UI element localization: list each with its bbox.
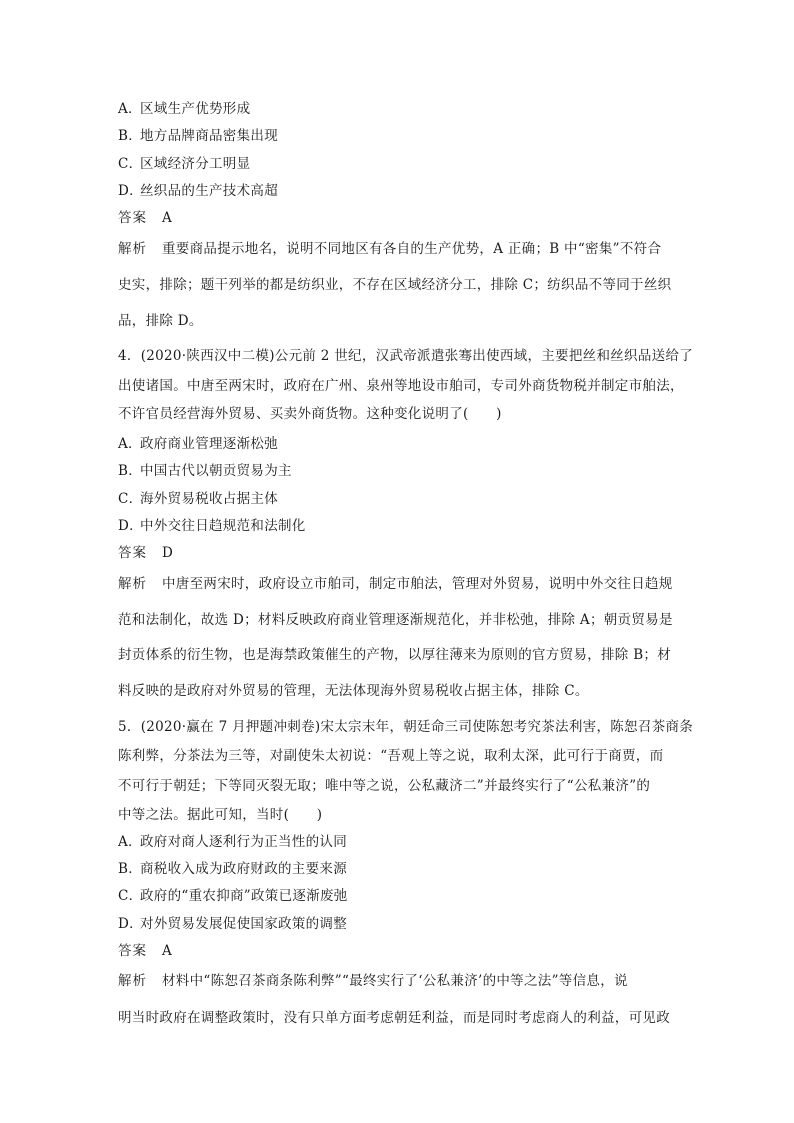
q5-option-d: D．对外贸易发展促使国家政策的调整 bbox=[118, 916, 347, 932]
q3-option-d: D．丝织品的生产技术高超 bbox=[118, 183, 278, 199]
q5-analysis-line-2: 明当时政府在调整政策时，没有只单方面考虑朝廷利益，而是同时考虑商人的利益，可见政 bbox=[118, 1010, 670, 1026]
q4-analysis-line-3: 封贡体系的衍生物，也是海禁政策催生的产物，以厚往薄来为原则的官方贸易，排除 B；材 bbox=[118, 647, 672, 663]
q3-analysis-line-1: 解析 重要商品提示地名，说明不同地区有各自的生产优势，A 正确；B 中“密集”不符合 bbox=[118, 241, 662, 257]
q3-analysis-line-2: 史实，排除；题干列举的都是纺织业，不存在区域经济分工，排除 C；纺织品不等同于丝织 bbox=[118, 277, 672, 293]
q5-answer: 答案 A bbox=[118, 943, 173, 959]
q4-analysis-line-1: 解析 中唐至两宋时，政府设立市舶司，制定市舶法，管理对外贸易，说明中外交往日趋规 bbox=[118, 576, 673, 592]
q3-option-b: B．地方品牌商品密集出现 bbox=[118, 128, 278, 144]
q5-stem-line-2: 陈利弊，分茶法为三等，对副使朱太初说：“吾观上等之说，取利太深，此可行于商贾，而 bbox=[118, 748, 664, 764]
q5-analysis-line-1: 解析 材料中“陈恕召茶商条陈利弊”“最终实行了‘公私兼济’的中等之法”等信息，说 bbox=[118, 973, 628, 989]
q4-stem-line-1: 4．(2020·陕西汉中二模)公元前 2 世纪，汉武帝派遣张骞出使西域，主要把丝和丝织品送给了 bbox=[118, 348, 694, 364]
q3-option-c: C．区域经济分工明显 bbox=[118, 156, 251, 172]
q5-option-c: C．政府的“重农抑商”政策已逐渐废弛 bbox=[118, 888, 348, 904]
q4-analysis-line-4: 料反映的是政府对外贸易的管理，无法体现海外贸易税收占据主体，排除 C。 bbox=[118, 683, 589, 699]
q3-option-a: A．区域生产优势形成 bbox=[118, 101, 251, 117]
q4-option-d: D．中外交往日趋规范和法制化 bbox=[118, 518, 306, 534]
q5-stem-line-1: 5．(2020·赢在 7 月押题冲刺卷)宋太宗末年，朝廷命三司使陈恕考究茶法利害，陈恕召茶商条 bbox=[118, 719, 694, 735]
q4-stem-line-2: 出使诸国。中唐至两宋时，政府在广州、泉州等地设市舶司，专司外商货物税并制定市舶法， bbox=[118, 378, 684, 394]
q4-option-c: C．海外贸易税收占据主体 bbox=[118, 491, 278, 507]
q4-answer: 答案 D bbox=[118, 545, 174, 561]
q3-answer: 答案 A bbox=[118, 210, 173, 226]
q5-option-a: A．政府对商人逐利行为正当性的认同 bbox=[118, 834, 347, 850]
q5-stem-line-4: 中等之法。据此可知，当时( ) bbox=[118, 807, 323, 823]
q5-stem-line-3: 不可行于朝廷；下等同灭裂无取；唯中等之说，公私藏济二”并最终实行了“公私兼济”的 bbox=[118, 778, 651, 794]
q4-option-a: A．政府商业管理逐渐松弛 bbox=[118, 436, 278, 452]
q4-analysis-line-2: 范和法制化，故选 D；材料反映政府商业管理逐渐规范化，并非松弛，排除 A；朝贡贸易是 bbox=[118, 612, 673, 628]
q4-stem-line-3: 不许官员经营海外贸易、买卖外商货物。这种变化说明了( ) bbox=[118, 406, 502, 422]
q3-analysis-line-3: 品，排除 D。 bbox=[118, 313, 203, 329]
q5-option-b: B．商税收入成为政府财政的主要来源 bbox=[118, 861, 347, 877]
q4-option-b: B．中国古代以朝贡贸易为主 bbox=[118, 463, 292, 479]
